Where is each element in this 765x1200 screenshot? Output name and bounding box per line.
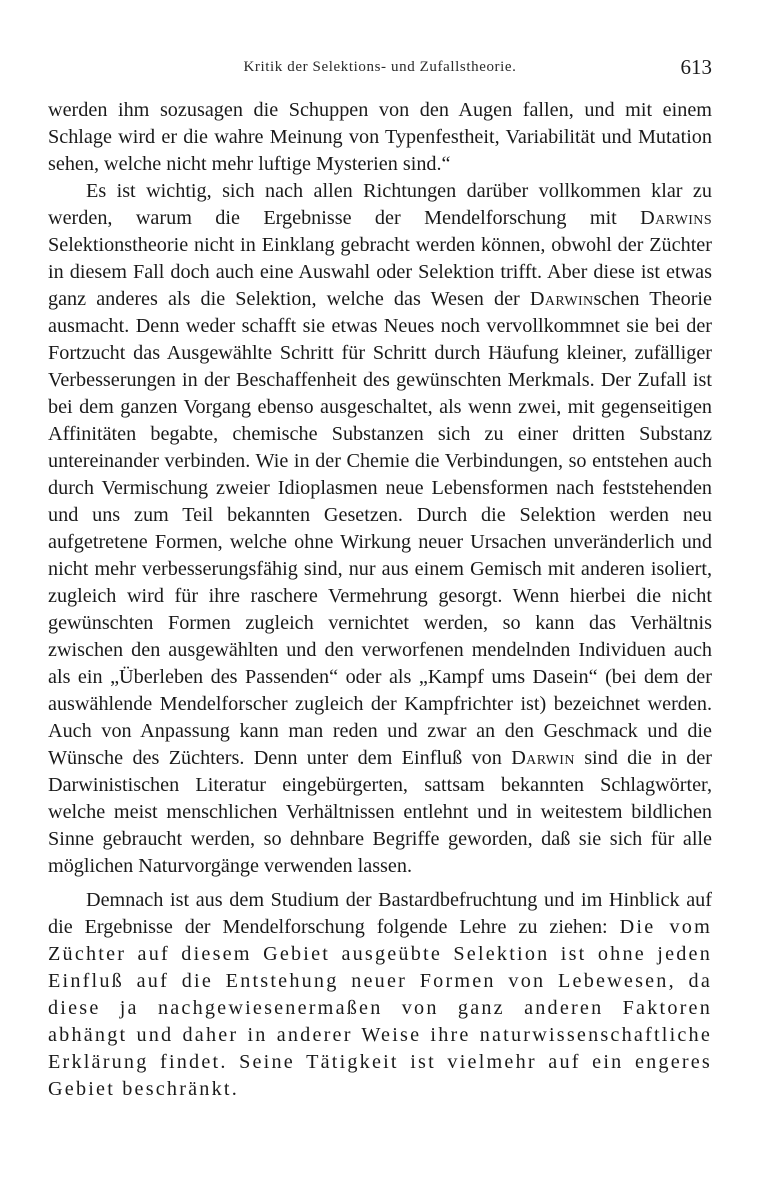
author-name-darwin: Darwin (529, 288, 594, 310)
running-title: Kritik der Selektions- und Zufallstheorie. (243, 59, 517, 75)
page-number: 613 (680, 55, 712, 79)
paragraph-selection-critique: Es ist wichtig, sich nach allen Richtungen darüber vollkommen klar zu werden, warum die Ergebnisse der Mendelforschung mit Darwins Selektionstheorie nicht in Einklang gebracht werden können, obwohl der Züchter in diesem Fall doch auch eine Auswahl oder Selektion trifft. Aber diese ist etwas ganz anderes als die Selektion, welche das Wesen der Darwinschen Theorie ausmacht. Denn weder schafft sie etwas Neues noch vervollkommnet sie bei der Fortzucht das Ausgewählte Schritt für Schritt durch Häufung kleiner, zufälliger Verbesserungen in der Beschaffenheit des gewünschten Merkmals. Der Zufall ist bei dem ganzen Vorgang ebenso ausgeschaltet, als wenn zwei, mit gegenseitigen Affinitäten begabte, chemische Substanzen sich zu einer dritten Substanz untereinander verbinden. Wie in der Chemie die Verbindungen, so entstehen auch durch Vermischung zweier Idioplasmen neue Lebensformen nach feststehenden und uns zum Teil bekannten Gesetzen. Durch die Selektion werden neu aufgetretene Formen, welche ohne Wirkung neuer Ursachen unveränderlich und nicht mehr verbesserungsfähig sind, nur aus einem Gemisch mit anderen isoliert, zugleich wird für ihre raschere Vermehrung gesorgt. Wenn hierbei die nicht gewünschten Formen zugleich vernichtet werden, so kann das Verhältnis zwischen den ausgewählten und den verworfenen mendelnden Individuen auch als ein „Überleben des Passenden“ oder als „Kampf ums Dasein“ (bei dem der auswählende Mendelforscher zugleich der Kampfrichter ist) bezeichnet werden. Auch von Anpassung kann man reden und zwar an den Geschmack und die Wünsche des Züchters. Denn unter dem Einfluß von Darwin sind die in der Darwinistischen Literatur eingebürgerten, sattsam bekannten Schlagwörter, welche meist menschlichen Verhältnissen entlehnt und in weitestem bildlichen Sinne gebraucht werden, so dehnbare Begriffe geworden, daß sie sich für alle möglichen Naturvorgänge verwenden lassen. (48, 180, 713, 877)
paragraph-continuation: werden ihm sozusagen die Schuppen von den Augen fallen, und mit einem Schlage wird er die wahre Meinung von Typenfestheit, Variabilität und Mutation sehen, welche nicht mehr luftige Mysterien sind.“ (48, 99, 712, 175)
paragraph-conclusion (48, 887, 712, 1103)
conclusion-lead: Demnach ist aus dem Studium der Bastardbefruchtung und im Hinblick auf die Ergebnisse der Mendelforschung folgende Lehre zu ziehen: (48, 889, 712, 938)
conclusion-emphasis: Die vom Züchter auf diesem Gebiet ausgeübte Selektion ist ohne jeden Einfluß auf die Entstehung neuer Formen von Lebewesen, da diese ja nachgewiesenermaßen von ganz anderen Faktoren abhängt und daher in anderer Weise ihre naturwissenschaftliche Erklärung findet. Seine Tätigkeit ist vielmehr auf ein engeres Gebiet beschränkt. (48, 916, 713, 1100)
author-name-darwin: Darwin (511, 747, 575, 769)
author-name-darwin: Darwins (640, 207, 712, 229)
running-head (48, 53, 712, 83)
page-body (48, 97, 712, 1103)
